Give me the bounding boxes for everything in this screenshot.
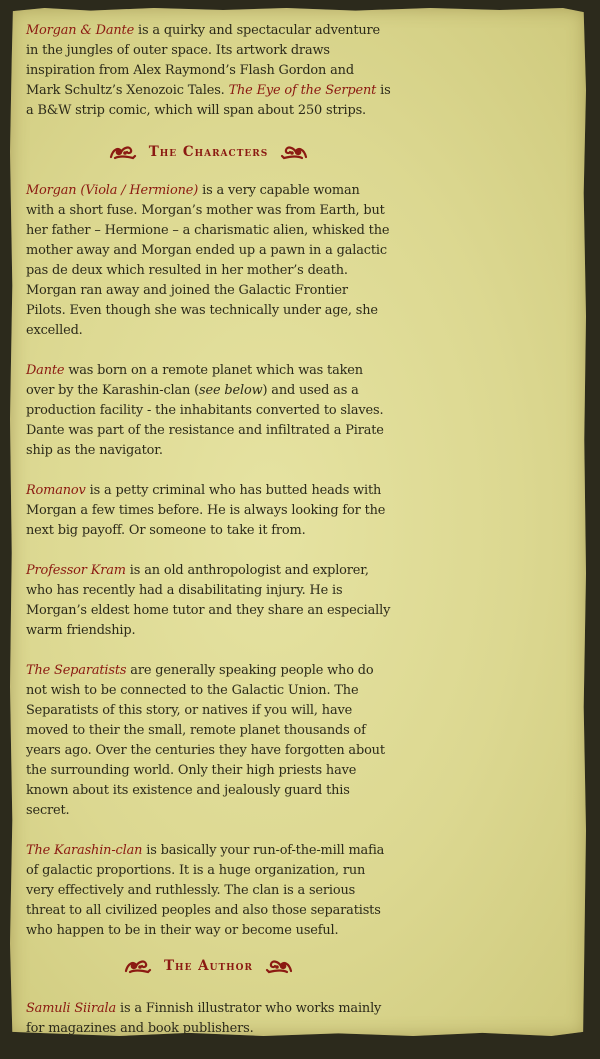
- intro-text-end: is a B&W strip comic, which will span about 250 strips.: [26, 83, 391, 118]
- character-name: Dante: [26, 363, 65, 378]
- content-column: [26, 21, 391, 1059]
- characters-heading-text: The Characters: [148, 143, 269, 160]
- intro-text: is a quirky and spectacular adventure in the jungles of outer space. Its artwork draws inspiration from Alex Raymond’s Flash Gordon and Mark Schultz’s Xenozoic Tales.: [26, 23, 381, 98]
- character-entry-dante: [26, 361, 391, 461]
- character-name: Morgan (Viola / Hermione): [26, 183, 199, 198]
- character-description: are generally speaking people who do not wish to be connected to the Galactic Union. The Separatists of this story, or natives if you will, have moved to their the small, remote planet thousands of years ago. Over the centuries they have forgotten about the surrounding world. Only their high priests have known about its existence and jealously guard this secret.: [26, 663, 385, 818]
- character-description: is an old anthropologist and explorer, who has recently had a disabilitating injury. He is Morgan’s eldest home tutor and they share an especially warm friendship.: [26, 563, 391, 638]
- character-description: is a petty criminal who has butted heads with Morgan a few times before. He is always looking for the next big payoff. Or someone to take it from.: [26, 483, 386, 538]
- character-entry-separatists: [26, 661, 391, 821]
- character-name: Romanov: [26, 483, 86, 498]
- author-heading: [26, 955, 391, 975]
- characters-heading: [26, 141, 391, 161]
- series-title: Morgan & Dante: [26, 23, 135, 38]
- fleuron-right-icon: [265, 957, 293, 975]
- fleuron-left-icon: [109, 143, 137, 161]
- fleuron-left-icon: [124, 957, 152, 975]
- character-description: is a very capable woman with a short fuse. Morgan’s mother was from Earth, but her father – Hermione – a charismatic alien, whisked the mother away and Morgan ended up a pawn in a galactic pas de deux which resulted in her mother’s death. Morgan ran away and joined the Galactic Frontier Pilots. Even though she was technically under age, she excelled.: [26, 183, 390, 338]
- character-entry-kram: [26, 561, 391, 641]
- intro-paragraph: [26, 21, 391, 121]
- character-description: was born on a remote planet which was taken over by the Karashin-clan (: [26, 363, 363, 398]
- author-heading-text: The Author: [164, 957, 253, 974]
- see-below-reference: see below: [199, 383, 263, 398]
- character-entry-morgan: [26, 181, 391, 341]
- character-name: Professor Kram: [26, 563, 126, 578]
- fleuron-right-icon: [280, 143, 308, 161]
- author-name: Samuli Siirala: [26, 1001, 117, 1016]
- character-name: The Karashin-clan: [26, 843, 143, 858]
- character-description: is basically your run-of-the-mill mafia of galactic proportions. It is a huge organization, run very effectively and ruthlessly. The clan is a serious threat to all civilized peoples and also those separatists who happen to be in their way or become useful.: [26, 843, 385, 938]
- character-entry-karashin: [26, 841, 391, 941]
- character-entry-romanov: [26, 481, 391, 541]
- author-description: is a Finnish illustrator who works mainly for magazines and book publishers.: [26, 1001, 382, 1036]
- character-name: The Separatists: [26, 663, 127, 678]
- strip-title: The Eye of the Serpent: [228, 83, 377, 98]
- author-paragraph: [26, 999, 391, 1039]
- character-description-cont: ) and used as a production facility - the inhabitants converted to slaves. Dante was part of the resistance and infiltrated a Pirate ship as the navigator.: [26, 383, 384, 458]
